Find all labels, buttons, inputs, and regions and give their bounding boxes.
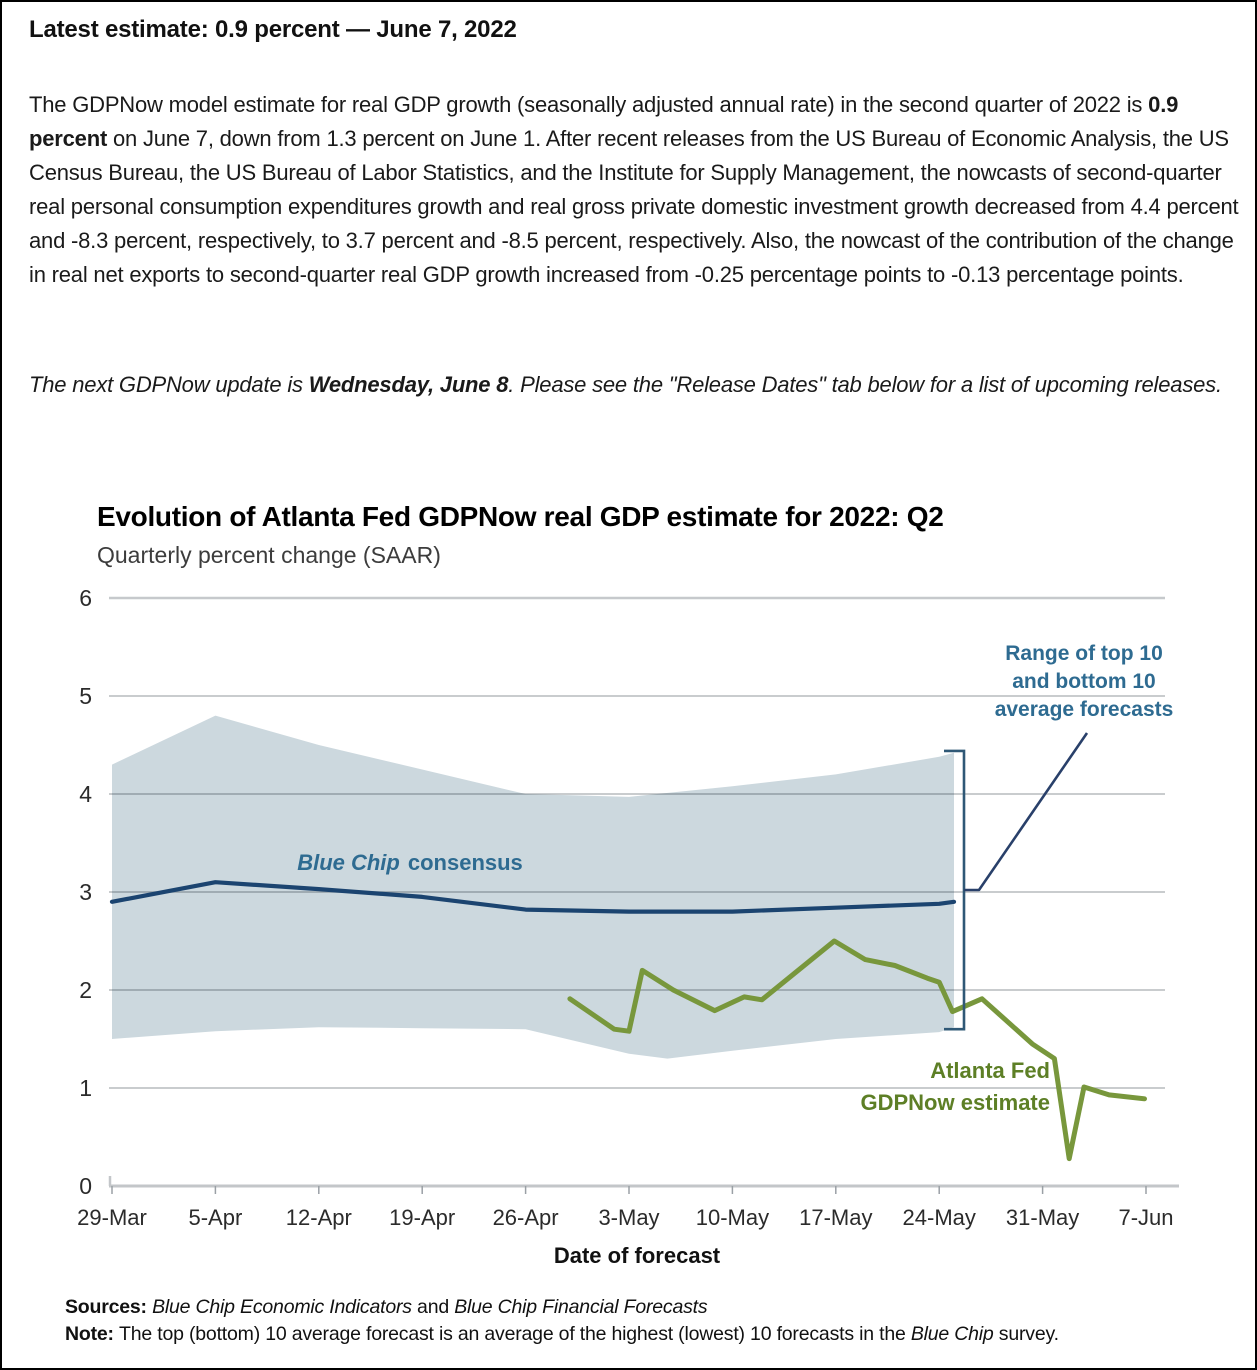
range-annotation-line-1: Range of top 10 [1005,642,1163,665]
update-note-lead: The next GDPNow update is [29,372,309,397]
range-callout-line [964,733,1087,890]
estimate-value-bold: 0.9 percent [29,92,1179,151]
update-note-paragraph [29,368,1242,402]
y-tick-label: 1 [79,1075,92,1101]
x-tick-label: 12-Apr [285,1205,352,1230]
sources-source2: Blue Chip Financial Forecasts [454,1296,708,1318]
y-tick-label: 6 [79,585,92,611]
x-tick-label: 5-Apr [188,1205,243,1230]
y-tick-label: 3 [79,879,92,905]
note-label: Note: [65,1323,120,1345]
note-text: The top (bottom) 10 average forecast is an average of the highest (lowest) 10 forecasts in the [119,1323,911,1345]
y-tick-label: 2 [79,977,92,1003]
estimate-paragraph [29,88,1242,292]
x-tick-label: 10-May [695,1205,770,1230]
chart-title: Evolution of Atlanta Fed GDPNow real GDP estimate for 2022: Q2 [97,501,944,532]
axis-layer [109,1176,1179,1194]
x-axis-title: Date of forecast [553,1243,721,1268]
latest-estimate-heading: Latest estimate: 0.9 percent — June 7, 2022 [29,16,517,43]
blue-chip-label-rest: consensus [407,850,523,875]
x-tick-label: 17-May [799,1205,873,1230]
sources-conjunction: and [411,1296,455,1318]
forecast-range-band [112,716,954,1059]
gdpnow-label-line-2: GDPNow estimate [860,1090,1050,1115]
x-tick-label: 24-May [902,1205,976,1230]
x-tick-label: 29-Mar [77,1205,147,1230]
note-italic: Blue Chip [910,1323,994,1345]
x-tick-label: 7-Jun [1118,1205,1174,1230]
x-tick-label: 3-May [598,1205,660,1230]
x-tick-label: 31-May [1005,1205,1080,1230]
range-annotation-line-2: and bottom 10 [1012,670,1156,693]
blue-chip-label-italic: Blue Chip [297,850,400,875]
callout-layer [944,733,1087,1029]
note-text2: survey. [993,1323,1059,1345]
estimate-paragraph-rest: on June 7, down from 1.3 percent on June 1. After recent releases from the US Bureau of Economic Analysis, the US Census Bureau, the US Bureau of Labor Statistics, and the Institute for Supply Management, the nowcasts of second-quarter real personal consumption expenditures growth and real gross private domestic investment growth decreased from 4.4 percent and -8.3 percent, respectively, to 3.7 percent and -8.5 percent, respectively. Also, the nowcast of the contribution of the change in real net exports to second-quarter real GDP growth increased from -0.25 percentage points to -0.13 percentage points. [29,126,1239,287]
update-date-bold: Wednesday, June 8 [308,372,509,397]
chart-subtitle: Quarterly percent change (SAAR) [97,542,441,568]
y-tick-label: 5 [79,683,92,709]
band-layer [112,716,954,1059]
y-tick-label: 0 [79,1173,92,1199]
note-line [65,1323,1059,1346]
blue-chip-consensus-label [297,850,523,875]
gdpnow-evolution-chart [2,577,1257,1292]
x-tick-label: 26-Apr [492,1205,559,1230]
sources-source1: Blue Chip Economic Indicators [152,1296,412,1318]
y-tick-label: 4 [79,781,92,807]
gdpnow-label-line-1: Atlanta Fed [930,1058,1050,1083]
sources-line [65,1296,707,1319]
sources-label: Sources: [65,1296,153,1318]
x-tick-label: 19-Apr [389,1205,456,1230]
estimate-paragraph-lead: The GDPNow model estimate for real GDP growth (seasonally adjusted annual rate) in the second quarter of 2022 is [29,92,1149,117]
update-note-rest: . Please see the "Release Dates" tab below for a list of upcoming releases. [508,372,1222,397]
range-annotation-line-3: average forecasts [994,698,1174,721]
